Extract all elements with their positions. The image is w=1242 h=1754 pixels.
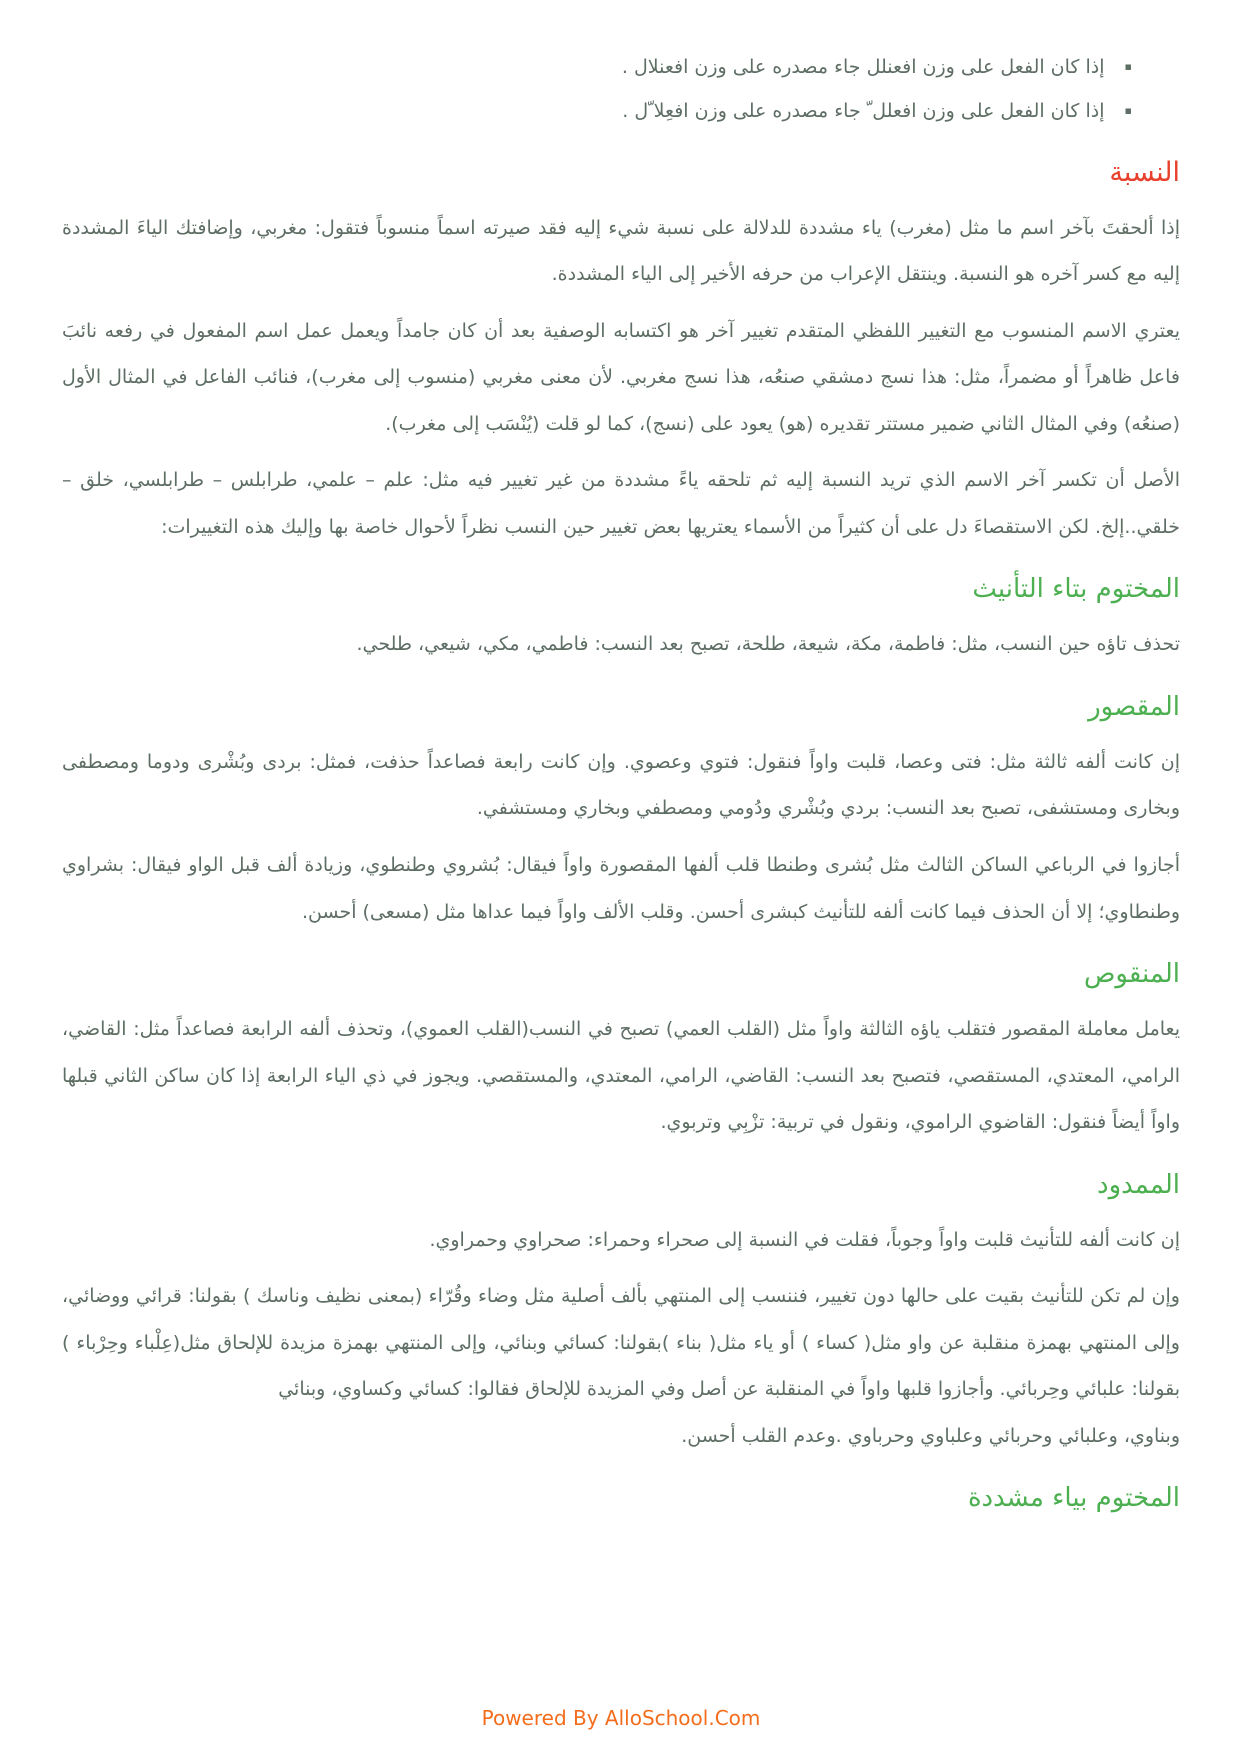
section-paragraph <box>62 1273 1180 1459</box>
bullet-text: إذا كان الفعل على وزن افعلل ّ جاء مصدره على وزن افعِلا ّل . <box>622 99 1105 122</box>
bullet-text: إذا كان الفعل على وزن افعنلل جاء مصدره على وزن افعنلال . <box>621 56 1105 78</box>
section-paragraph: إن كانت ألفه للتأنيث قلبت واواً وجوباً، فقلت في النسبة إلى صحراء وحمراء: صحراوي وحمراوي. <box>429 1228 1180 1251</box>
intro-paragraph-3: الأصل أن تكسر آخر الاسم الذي تريد النسبة إليه ثم تلحقه ياءً مشددة من غير تغيير فيه مثل: علم – علمي، طرابلس – طرابلسي، خلق – خلقي..إلخ. لكن الاستقصاءَ دل على أن كثيراً من الأسماء يعتريها بعض تغيير حين النسب نظراً لأحوال خاصة بها وإليك هذه التغييرات: <box>62 469 1180 538</box>
section-heading: الممدود <box>1097 1169 1180 1200</box>
section-ya-mushaddada <box>62 1479 1180 1518</box>
section-ta-tanith <box>62 570 1180 668</box>
paragraph-line: وإن لم تكن للتأنيث بقيت على حالها دون تغيير، فننسب إلى المنتهي بألف أصلية مثل وضاء وقُرّاء (بمعنى نظيف وناسك ) بقولنا: قرائي ووضائي، وإلى المنتهي بهمزة منقلبة عن واو مثل( كساء ) أو ياء مثل( بناء )بقولنا: كسائي وبنائي، وإلى المنتهي بهمزة مزيدة للإلحاق مثل(عِلْباء وحِرْباء ) بقولنا: علبائي وحِربائي. وأجازوا قلبها واواً في المنقلبة عن أصل وفي المزيدة للإلحاق فقالوا: كسائي وكساوي، وبنائي <box>62 1285 1180 1401</box>
square-bullet-icon: ▪ <box>1124 103 1132 117</box>
section-heading: المقصور <box>1088 691 1180 722</box>
section-mamdud <box>62 1166 1180 1460</box>
section-paragraph: إن كانت ألفه ثالثة مثل: فتى وعصا، قلبت واواً فنقول: فتوي وعصوي. وإن كانت رابعة فصاعداً حذفت، فمثل: بردى وبُشْرى ودوما ومصطفى وبخارى ومستشفى، تصبح بعد النسب: بردي وبُشْري ودُومي ومصطفي وبخاري ومستشفي. <box>62 750 1180 820</box>
section-paragraph: يعامل معاملة المقصور فتقلب ياؤه الثالثة واواً مثل (القلب العمي) تصبح في النسب(القلب العموي)، وتحذف ألفه الرابعة فصاعداً مثل: القاضي، الرامي، المعتدي، المستقصي، فتصبح بعد النسب: القاضي، الرامي، المعتدي، والمستقصي. ويجوز في ذي الياء الرابعة إذا كان ساكن الثاني قبلها واواً أيضاً فنقول: القاضوي الراموي، ونقول في تربية: تزْبِي وتربوي. <box>62 1018 1180 1134</box>
intro-paragraph-1: إذا ألحقتَ بآخر اسم ما مثل (مغرب) ياء مشددة للدلالة على نسبة شيء إليه فقد صيرته اسماً منسوباً فتقول: مغربي، وإضافتك الياءَ المشددة إليه مع كسر آخره هو النسبة. وينتقل الإعراب من حرفه الأخير إلى الياء المشددة. <box>62 216 1180 286</box>
section-heading: المختوم بتاء التأنيث <box>972 574 1180 605</box>
list-item <box>62 90 1132 134</box>
section-maqsur <box>62 688 1180 935</box>
intro-paragraph-2: يعتري الاسم المنسوب مع التغيير اللفظي المتقدم تغيير آخر هو اكتسابه الوصفية بعد أن كان جامداً ويعمل عمل اسم المفعول في رفعه نائبَ فاعل ظاهراً أو مضمراً، مثل: هذا نسج دمشقي صنعُه، هذا نسج مغربي. لأن معنى مغربي (منسوب إلى مغرب)، فنائب الفاعل في المثال الأول (صنعُه) وفي المثال الثاني ضمير مستتر تقديره (هو) يعود على (نسج)، كما لو قلت (يُنْسَب إلى مغرب). <box>62 319 1180 435</box>
list-item <box>62 46 1132 90</box>
page-title: النسبة <box>1109 157 1180 189</box>
section-manqus <box>62 955 1180 1146</box>
paragraph-line: وبناوي، وعلبائي وحربائي وعلباوي وحرباوي .وعدم القلب أحسن. <box>681 1424 1180 1447</box>
section-paragraph: تحذف تاؤه حين النسب، مثل: فاطمة، مكة، شيعة، طلحة، تصبح بعد النسب: فاطمي، مكي، شيعي، طلحي. <box>356 633 1180 656</box>
page-footer <box>0 1706 1242 1730</box>
footer-link[interactable]: Powered By AlloSchool.Com <box>481 1706 761 1730</box>
section-paragraph: أجازوا في الرباعي الساكن الثالث مثل بُشرى وطنطا قلب ألفها المقصورة واواً فيقال: بُشروي وطنطوي، وزيادة ألف قبل الواو فيقال: بشراوي وطنطاوي؛ إلا أن الحذف فيما كانت ألفه للتأنيث كبشرى أحسن. وقلب الألف واواً فيما عداها مثل (مسعى) أحسن. <box>62 853 1180 923</box>
section-heading: المنقوص <box>1083 959 1180 990</box>
section-heading: المختوم بياء مشددة <box>967 1483 1180 1514</box>
bullet-list <box>62 46 1180 133</box>
square-bullet-icon: ▪ <box>1124 60 1132 73</box>
